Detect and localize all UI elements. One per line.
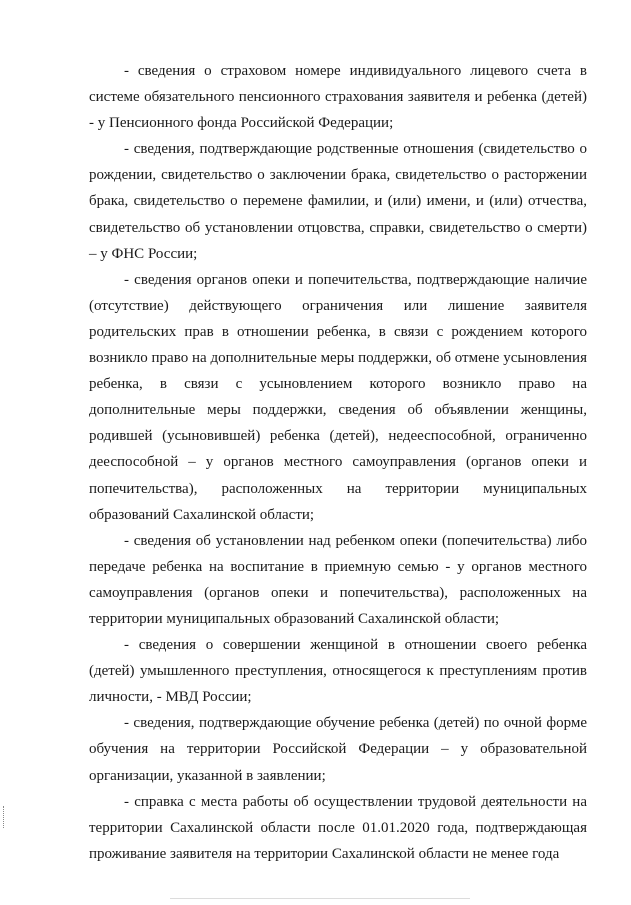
scan-bottom-line <box>170 898 470 899</box>
paragraph-guardianship-authorities: - сведения органов опеки и попечительства, подтверждающие наличие (отсутствие) действующего ограничения или лишение заявителя родительских прав в отношении ребенка, в связи с рождением которого возникло право на дополнительные меры поддержки, об отмене усыновления ребенка, в связи с усыновлением которого возникло право на дополнительные меры поддержки, сведения об объявлении женщины, родившей (усыновившей) ребенка (детей), недееспособной, ограниченно дееспособной – у органов местного самоуправления (органов опеки и попечительства), расположенных на территории муниципальных образований Сахалинской области; <box>89 271 587 523</box>
paragraph-pension-fund: - сведения о страховом номере индивидуального лицевого счета в системе обязательного пенсионного страхования заявителя и ребенка (детей) - у Пенсионного фонда Российской Федерации; <box>89 63 587 132</box>
paragraph-mvd: - сведения о совершении женщиной в отношении своего ребенка (детей) умышленного преступления, относящегося к преступлениям против личности, - МВД России; <box>89 637 587 706</box>
paragraph-employment: - справка с места работы об осуществлении трудовой деятельности на территории Сахалинской области после 01.01.2020 года, подтверждающая проживание заявителя на территории Сахалинской области не менее года <box>89 793 587 862</box>
paragraph-kinship-fns: - сведения, подтверждающие родственные отношения (свидетельство о рождении, свидетельство о заключении брака, свидетельство о расторжении брака, свидетельство о перемене фамилии, и (или) имени, и (или) отчества, свидетельство об установлении отцовства, справки, свидетельство о смерти) – у ФНС России; <box>89 141 587 262</box>
paragraph-education: - сведения, подтверждающие обучение ребенка (детей) по очной форме обучения на территории Российской Федерации – у образовательной организации, указанной в заявлении; <box>89 715 587 784</box>
paragraph-foster-care: - сведения об установлении над ребенком опеки (попечительства) либо передаче ребенка на воспитание в приемную семью - у органов местного самоуправления (органов опеки и попечительства), расположенных на территории муниципальных образований Сахалинской области; <box>89 532 587 627</box>
document-body <box>89 58 587 867</box>
scan-margin-mark <box>3 806 6 828</box>
